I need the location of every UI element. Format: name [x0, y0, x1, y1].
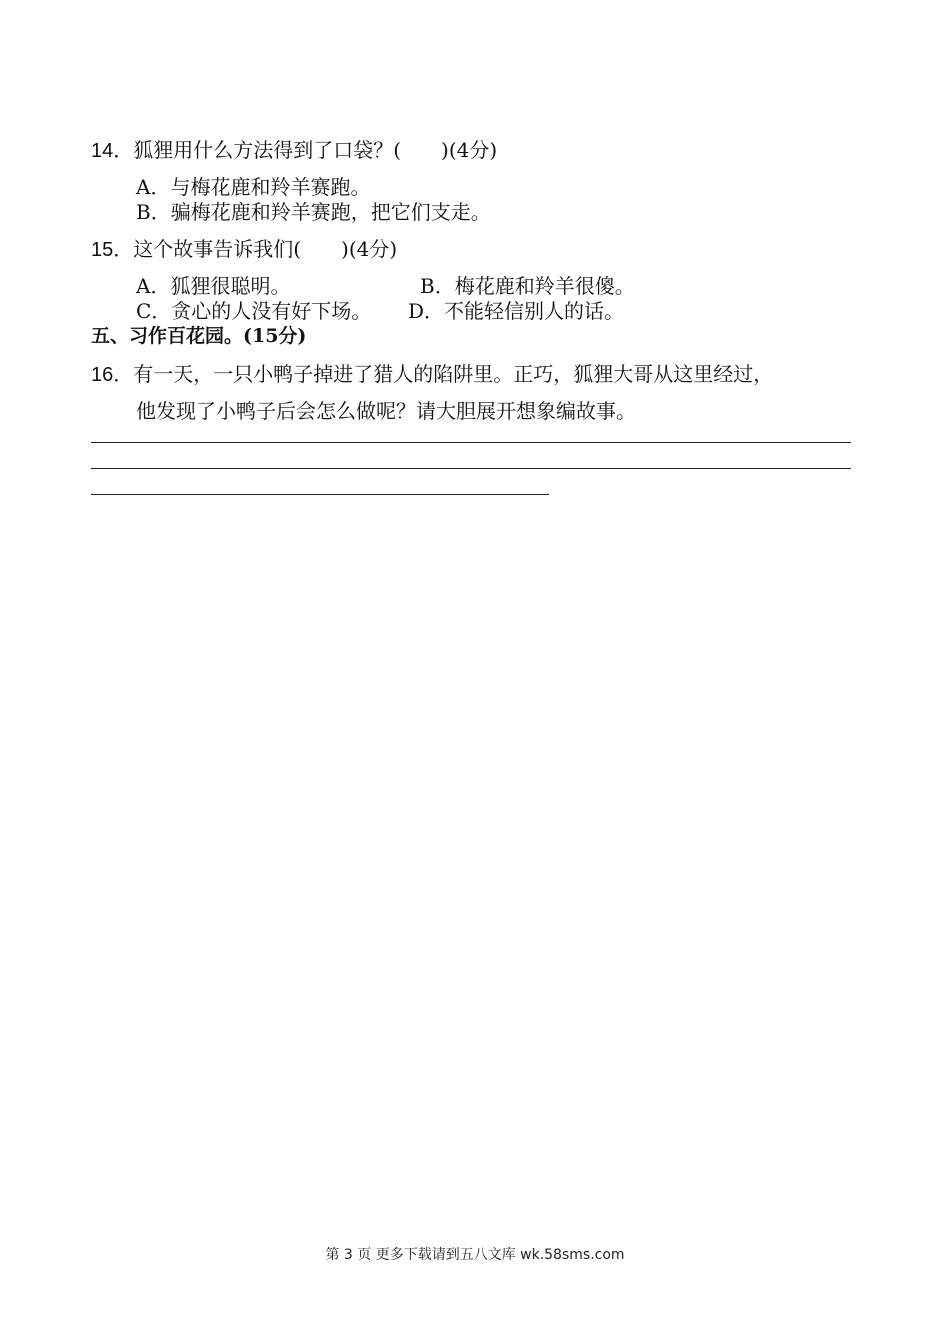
question-15-text: ．这个故事告诉我们( )(4分) [113, 237, 398, 261]
question-15 [91, 237, 397, 262]
question-16-text-line-1: ．有一天，一只小鸭子掉进了猎人的陷阱里。正巧，狐狸大哥从这里经过， [113, 362, 774, 386]
question-14-number: 14 [91, 140, 114, 162]
question-14-option-b: B．骗梅花鹿和羚羊赛跑，把它们支走。 [136, 200, 491, 224]
question-15-option-d: D．不能轻信别人的话。 [408, 299, 625, 323]
answer-line[interactable] [91, 442, 851, 443]
section-5-title: 五、习作百花园。(15分) [91, 325, 307, 347]
question-14-text: ．狐狸用什么方法得到了口袋？( )(4分) [113, 138, 498, 162]
question-16-number: 16 [91, 364, 114, 386]
answer-line[interactable] [91, 494, 549, 495]
question-15-number: 15 [91, 239, 114, 261]
question-14 [91, 138, 497, 163]
page-footer: 第 3 页 更多下载请到五八文库 wk.58sms.com [325, 1247, 625, 1263]
question-16-text-line-2: 他发现了小鸭子后会怎么做呢？请大胆展开想象编故事。 [136, 399, 636, 423]
question-15-option-c: C．贪心的人没有好下场。 [136, 299, 372, 323]
question-16-line-1 [91, 362, 773, 387]
question-14-option-a: A．与梅花鹿和羚羊赛跑。 [136, 175, 371, 199]
answer-line[interactable] [91, 468, 851, 469]
question-15-option-a: A．狐狸很聪明。 [136, 274, 291, 298]
question-15-option-b: B．梅花鹿和羚羊很傻。 [420, 274, 635, 298]
